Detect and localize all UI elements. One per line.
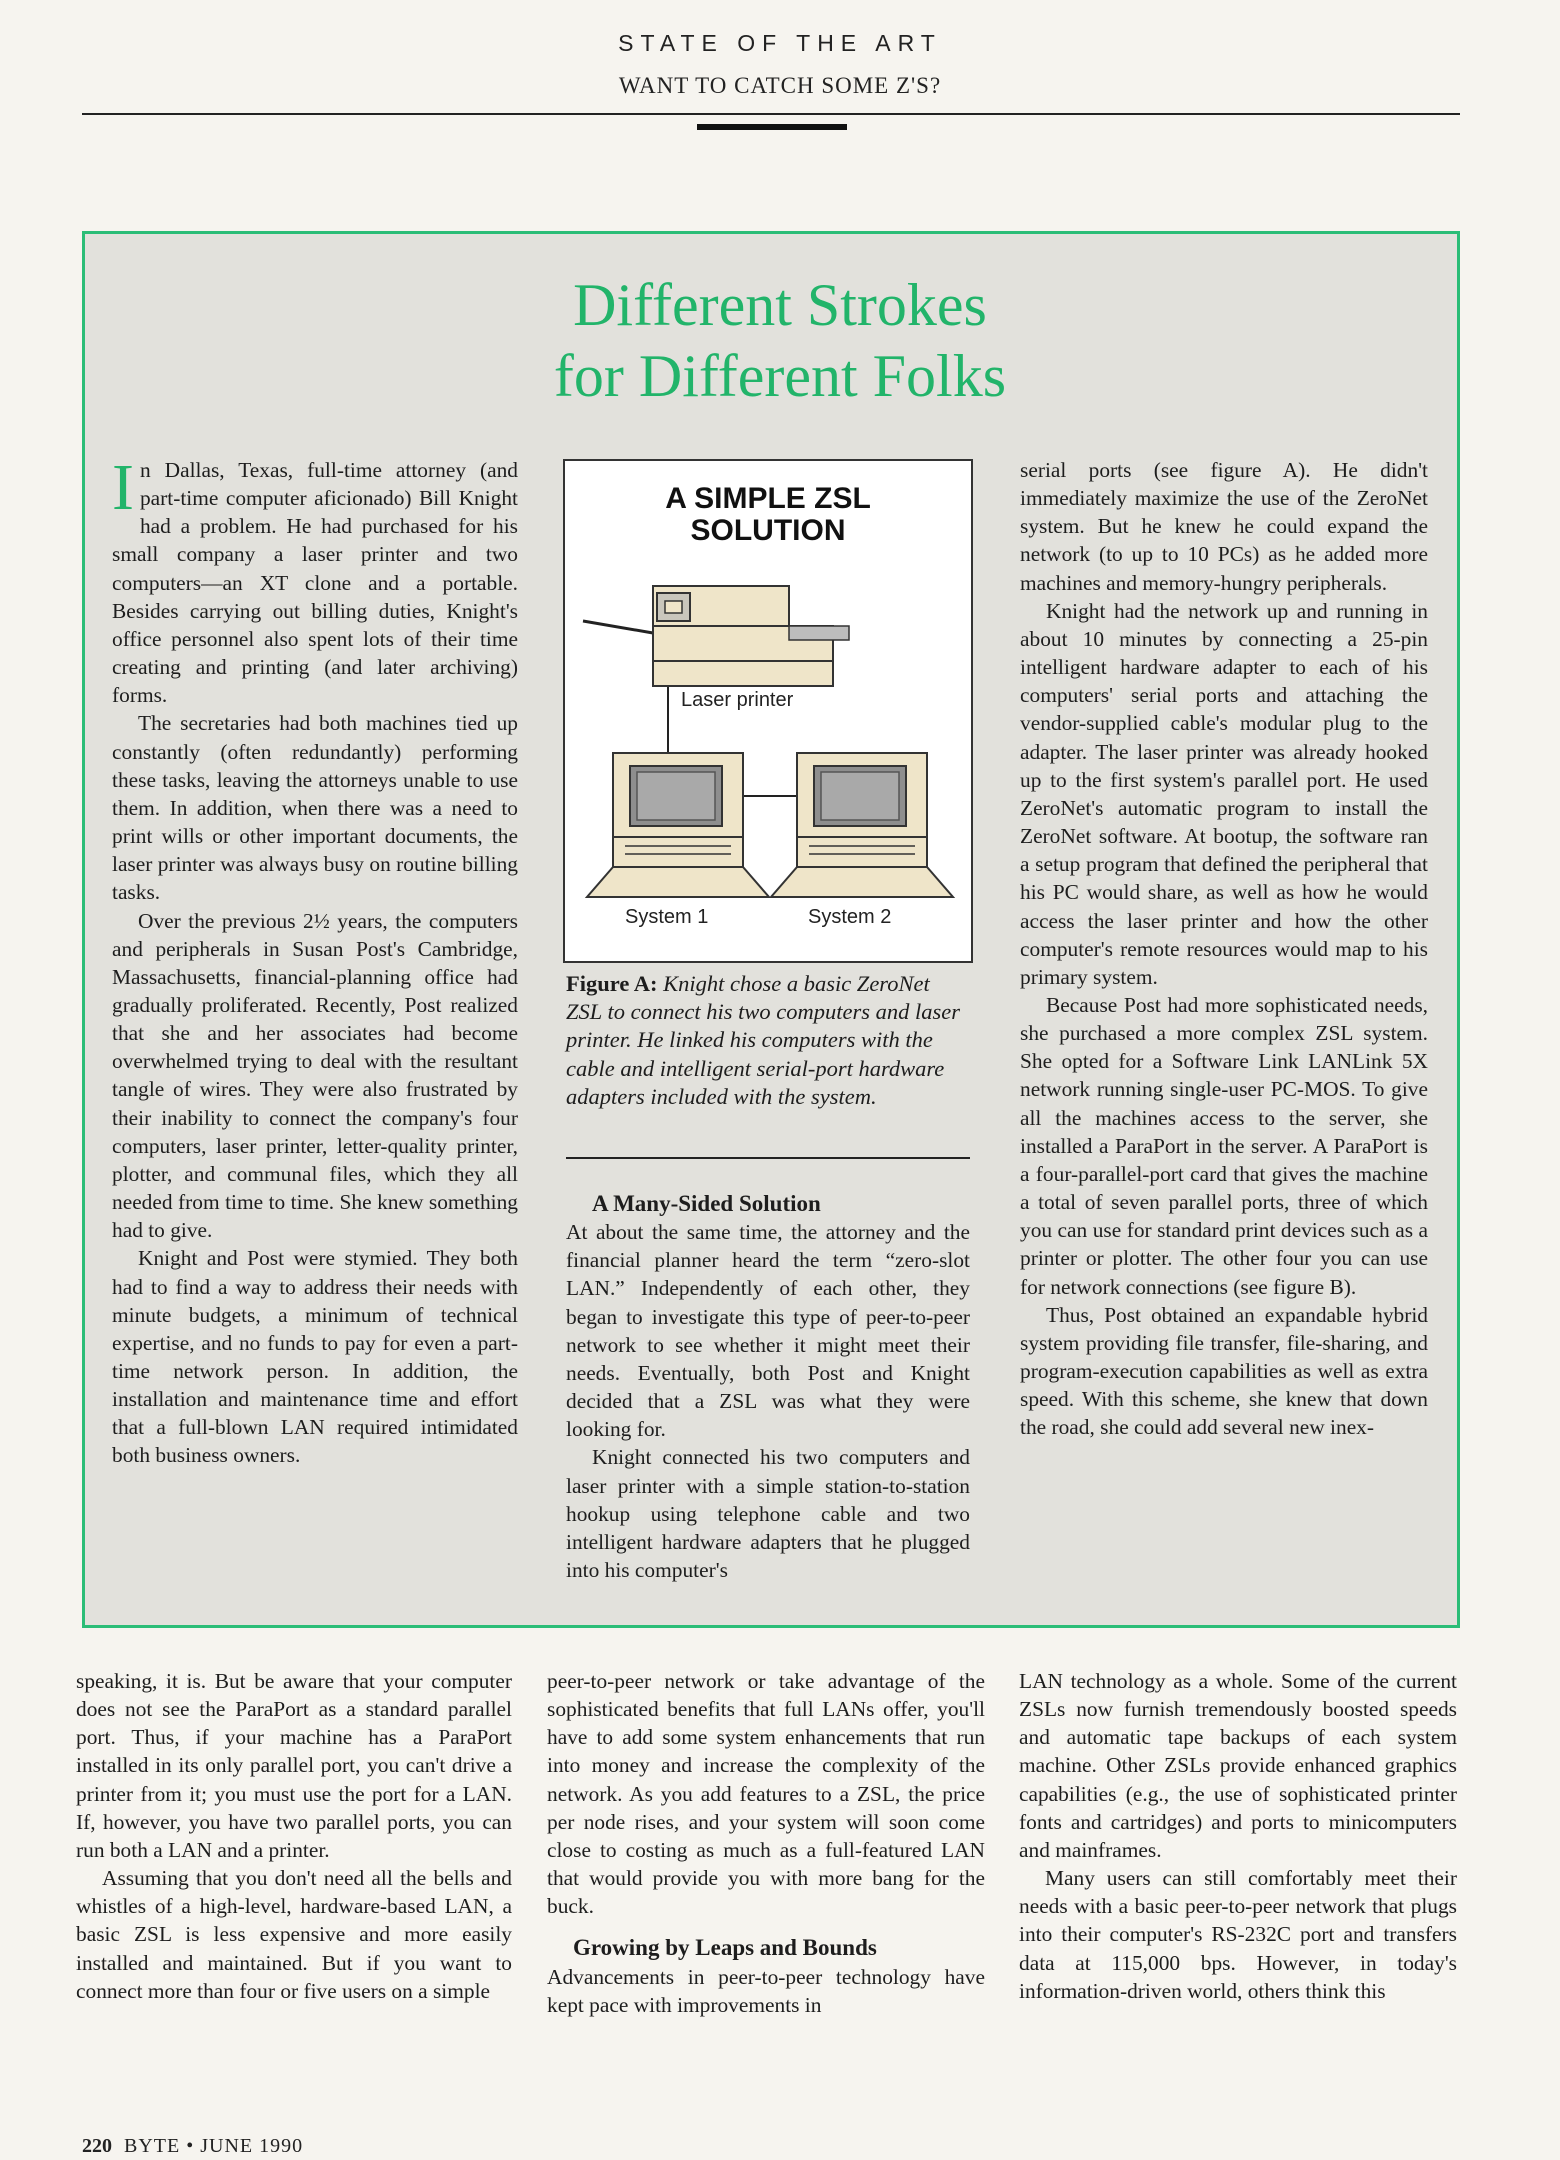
section-header: STATE OF THE ART	[618, 30, 942, 56]
figure-caption	[566, 970, 970, 1111]
sidebar-column-2	[566, 1190, 970, 1584]
header-rule	[82, 113, 1460, 115]
publication-info: BYTE • JUNE 1990	[124, 2135, 304, 2157]
sidebar-paragraph: serial ports (see figure A). He didn't immediately maximize the use of the ZeroNet system. But he knew he could expand the network (to up to 10 PCs) as he added more machines and memory-hungry peripherals.	[1020, 458, 1428, 595]
sidebar-column-3	[1020, 456, 1428, 1441]
figure-caption-label: Figure A:	[566, 971, 658, 996]
body-paragraph: Advancements in peer-to-peer technology have kept pace with improvements in	[547, 1964, 985, 2017]
section-heading: Growing by Leaps and Bounds	[573, 1935, 877, 1961]
sidebar-paragraph: The secretaries had both machines tied up constantly (often redundantly) performing these tasks, leaving the attorneys unable to use them. In addition, when there was a need to print wills or other important documents, the laser printer was always busy on routine billing tasks.	[112, 711, 518, 905]
body-paragraph: Many users can still comfortably meet their needs with a basic peer-to-peer network that plugs into their computer's RS-232C port and transfers data at 115,000 bps. However, in today's information-driven world, others think this	[1019, 1866, 1457, 2003]
drop-cap: I	[112, 451, 134, 524]
sidebar-paragraph: Thus, Post obtained an expandable hybrid system providing file transfer, file-sharing, and program-execution capabilities as well as extra speed. With this scheme, she knew that down the road, she could add several new inex-	[1020, 1302, 1428, 1440]
sidebar-paragraph: Over the previous 2½ years, the computers and peripherals in Susan Post's Cambridge, Massachusetts, financial-planning office had gradually proliferated. Recently, Post realized that she and her associates had become overwhelmed trying to deal with the resultant tangle of wires. They were also frustrated by their inability to connect the company's four computers, laser printer, letter-quality printer, plotter, and communal files, which they all needed from time to time. She knew something had to give.	[112, 908, 518, 1243]
section-heading: A Many-Sided Solution	[592, 1191, 821, 1216]
figure-rule	[566, 1157, 970, 1159]
body-paragraph: peer-to-peer network or take advantage of the sophisticated benefits that full LANs offer, you'll have to add some system enhancements that run into money and increase the complexity of the network. As you add features to a ZSL, the price per node rises, and your system will soon come close to costing as much as a full-featured LAN that would provide you with more bang for the buck.	[547, 1669, 985, 1919]
body-column-1	[76, 1667, 512, 2005]
figure-a-box	[563, 459, 973, 963]
laser-printer-icon	[583, 586, 849, 686]
page-number: 220	[82, 2135, 112, 2157]
body-column-2	[547, 1667, 985, 2019]
printer-label: Laser printer	[681, 689, 794, 711]
sidebar-column-1	[112, 451, 518, 1470]
header-accent-bar	[697, 124, 847, 130]
figure-caption-text: Knight chose a basic ZeroNet ZSL to connect his two computers and laser printer. He linked his computers with the cable and intelligent serial-port hardware adapters included with the system.	[566, 971, 960, 1109]
sidebar-title-line-2: for Different Folks	[553, 343, 1007, 409]
sidebar-paragraph: In Dallas, Texas, full-time attorney (and part-time computer aficionado) Bill Knight had a problem. He had purchased for his small company a laser printer and two computers—an XT clone and a portable. Besides carrying out billing duties, Knight's office personnel also spent lots of their time creating and printing (and later archiving) forms.	[112, 451, 518, 708]
sidebar-paragraph: Knight connected his two computers and laser printer with a simple station-to-station hookup using telephone cable and two intelligent hardware adapters that he plugged into his computer's	[566, 1445, 970, 1583]
sidebar-paragraph: At about the same time, the attorney and the financial planner heard the term “zero-slot LAN.” Independently of each other, they began to investigate this type of peer-to-peer network to see whether it might meet their needs. Eventually, both Post and Knight decided that a ZSL was what they were looking for.	[566, 1220, 970, 1442]
article-running-title: WANT TO CATCH SOME Z'S?	[618, 73, 942, 98]
body-paragraph: LAN technology as a whole. Some of the current ZSLs now furnish tremendously boosted speeds and automatic tape backups of each system machine. Other ZSLs provide enhanced graphics capabilities (e.g., the use of sophisticated printer fonts and cartridges) and ports to minicomputers and mainframes.	[1019, 1669, 1457, 1862]
body-column-3	[1019, 1667, 1457, 2005]
sidebar-title-line-1: Different Strokes	[573, 272, 987, 338]
computer-system-1-icon	[587, 753, 769, 897]
sidebar-paragraph: Knight had the network up and running in about 10 minutes by connecting a 25-pin intelligent hardware adapter to each of his computers' serial ports and attaching the vendor-supplied cable's modular plug to the adapter. The laser printer was already hooked up to the first system's parallel port. He used ZeroNet's automatic program to install the ZeroNet software. At bootup, the software ran a setup program that defined the peripheral that his PC would share, as well as how he would access the laser printer and how the other computer's remote resources would map to his primary system.	[1020, 598, 1428, 989]
system-1-label: System 1	[625, 906, 709, 928]
system-2-label: System 2	[808, 906, 892, 928]
computer-system-2-icon	[771, 753, 953, 897]
sidebar-paragraph: Knight and Post were stymied. They both had to find a way to address their needs with minute budgets, a minimum of technical expertise, and no funds to pay for even a part-time network person. In addition, the installation and maintenance time and effort that a full-blown LAN required intimidated both business owners.	[112, 1246, 518, 1468]
sidebar-paragraph: Because Post had more sophisticated needs, she purchased a more complex ZSL system. She opted for a Software Link LANLink 5X network running single-user PC-MOS. To give all the machines access to the server, she installed a ParaPort in the server. A ParaPort is a four-parallel-port card that gives the machine a total of seven parallel ports, three of which you can use for standard print devices such as a printer or plotter. The other four you can use for network connections (see figure B).	[1020, 992, 1428, 1299]
figure-title: A SIMPLE ZSL SOLUTION	[665, 482, 871, 547]
body-paragraph: speaking, it is. But be aware that your computer does not see the ParaPort as a standard parallel port. Thus, if your machine has a ParaPort installed in its only parallel port, you can't drive a printer from it; you must use the port for a LAN. If, however, you have two parallel ports, you can run both a LAN and a printer.	[76, 1669, 512, 1862]
page-footer	[82, 2135, 303, 2158]
body-paragraph: Assuming that you don't need all the bells and whistles of a high-level, hardware-based LAN, a basic ZSL is less expensive and more easily installed and maintained. But if you want to connect more than four or five users on a simple	[76, 1866, 512, 2003]
sidebar-title	[0, 270, 1560, 412]
